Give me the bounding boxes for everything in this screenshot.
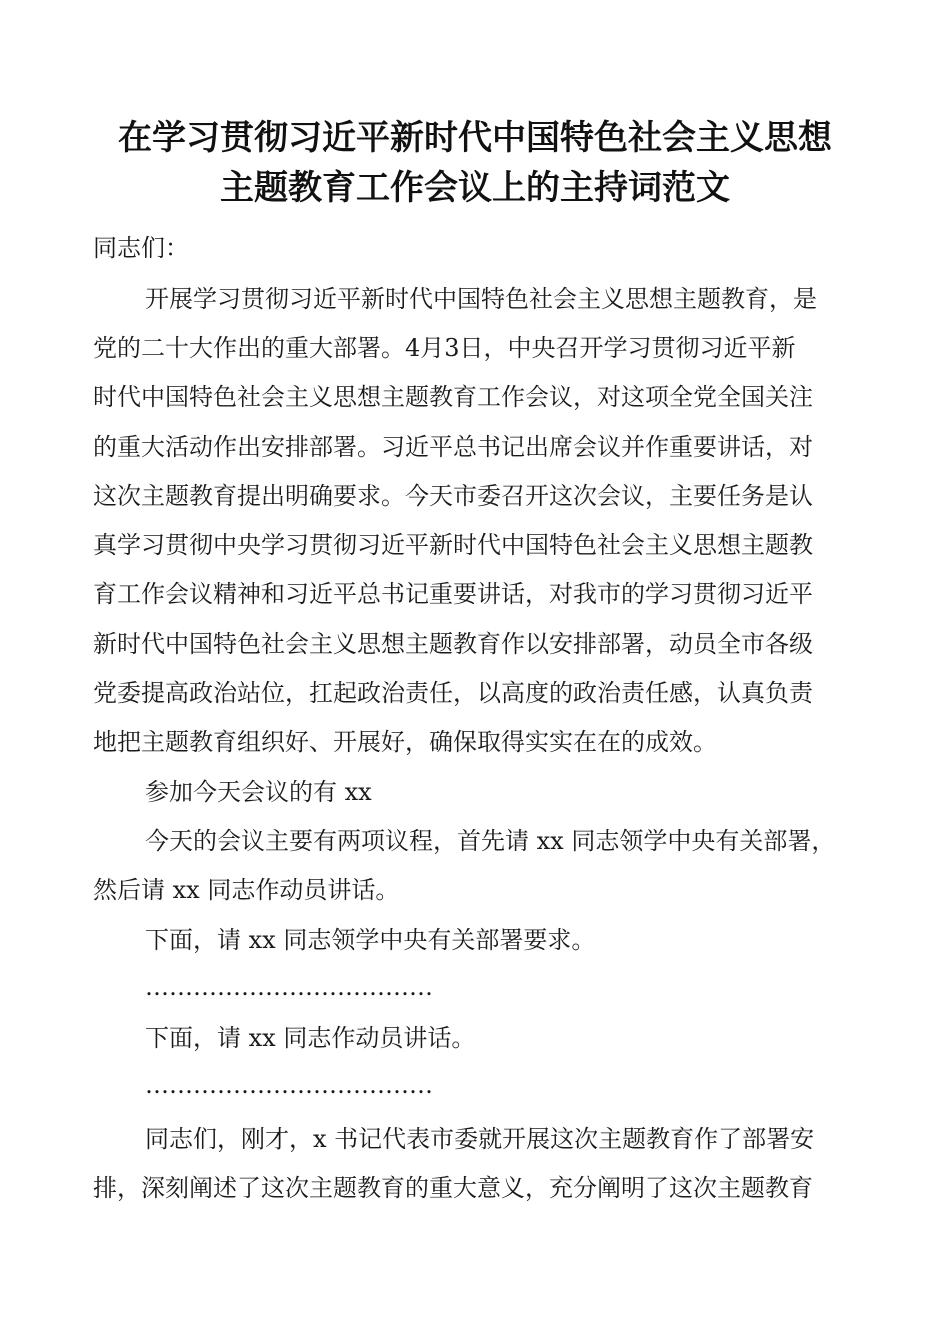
paragraph-line: 真学习贯彻中央学习贯彻习近平新时代中国特色社会主义思想主题教 (93, 531, 813, 559)
agenda-line: 然后请 xx 同志作动员讲话。 (93, 876, 400, 904)
paragraph-line: 新时代中国特色社会主义思想主题教育作以安排部署，动员全市各级 (93, 630, 813, 658)
closing-line: 排，深刻阐述了这次主题教育的重大意义，充分阐明了这次主题教育 (93, 1174, 813, 1202)
closing-line: 同志们，刚才，x 书记代表市委就开展这次主题教育作了部署安 (145, 1125, 815, 1153)
paragraph-line: 地把主题教育组织好、开展好，确保取得实实在在的成效。 (93, 728, 717, 756)
agenda-line: 今天的会议主要有两项议程，首先请 xx 同志领学中央有关部署， (145, 827, 836, 855)
agenda-item-2: 下面，请 xx 同志作动员讲话。 (145, 1024, 476, 1052)
paragraph-line: 时代中国特色社会主义思想主题教育工作会议，对这项全党全国关注 (93, 383, 813, 411)
ellipsis-line: ……………………………… (145, 973, 433, 1001)
paragraph-line: 这次主题教育提出明确要求。今天市委召开这次会议，主要任务是认 (93, 482, 813, 510)
paragraph-line: 开展学习贯彻习近平新时代中国特色社会主义思想主题教育，是 (145, 285, 817, 313)
attendees-line: 参加今天会议的有 xx (145, 778, 372, 806)
document-title-line-2: 主题教育工作会议上的主持词范文 (220, 168, 730, 208)
document-title-line-1: 在学习贯彻习近平新时代中国特色社会主义思想 (118, 118, 832, 158)
paragraph-line: 党的二十大作出的重大部署。4月3日，中央召开学习贯彻习近平新 (93, 334, 796, 362)
paragraph-line: 的重大活动作出安排部署。习近平总书记出席会议并作重要讲话，对 (93, 433, 813, 461)
salutation: 同志们： (93, 234, 189, 262)
paragraph-line: 育工作会议精神和习近平总书记重要讲话，对我市的学习贯彻习近平 (93, 580, 813, 608)
agenda-item-1: 下面，请 xx 同志领学中央有关部署要求。 (145, 926, 596, 954)
ellipsis-line: ……………………………… (145, 1071, 433, 1099)
paragraph-line: 党委提高政治站位，扛起政治责任，以高度的政治责任感，认真负责 (93, 679, 813, 707)
